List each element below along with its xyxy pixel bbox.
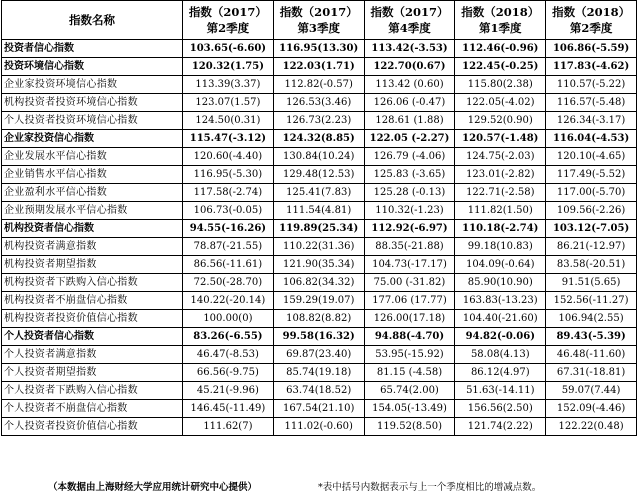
cell-value: 109.56(-2.26) (546, 202, 637, 220)
cell-value: 46.47(-8.53) (183, 346, 274, 364)
cell-value: 126.79 (-4.06) (364, 148, 455, 166)
cell-value: 120.60(-4.40) (183, 148, 274, 166)
cell-value: 123.01(-2.82) (455, 166, 546, 184)
cell-value: 45.21(-9.96) (183, 382, 274, 400)
cell-value: 122.45(-0.25) (455, 58, 546, 76)
cell-value: 120.10(-4.65) (546, 148, 637, 166)
cell-value: 126.53(3.46) (273, 94, 364, 112)
table-row (2, 364, 637, 382)
table-row (2, 40, 637, 58)
cell-value: 115.47(-3.12) (183, 130, 274, 148)
row-name: 个人投资者投资价值信心指数 (2, 418, 183, 436)
cell-value: 83.26(-6.55) (183, 328, 274, 346)
row-name: 机构投资者信心指数 (2, 220, 183, 238)
cell-value: 126.06 (-0.47) (364, 94, 455, 112)
cell-value: 88.35(-21.88) (364, 238, 455, 256)
cell-value: 58.08(4.13) (455, 346, 546, 364)
cell-value: 110.22(31.36) (273, 238, 364, 256)
row-name: 个人投资者满意指数 (2, 346, 183, 364)
index-table (1, 0, 637, 436)
cell-value: 106.86(-5.59) (546, 40, 637, 58)
header-period: 指数（2017） 第3季度 (273, 1, 364, 40)
cell-value: 94.88(-4.70) (364, 328, 455, 346)
cell-value: 53.95(-15.92) (364, 346, 455, 364)
cell-value: 152.56(-11.27) (546, 292, 637, 310)
cell-value: 78.87(-21.55) (183, 238, 274, 256)
cell-value: 111.62(7) (183, 418, 274, 436)
cell-value: 122.70(0.67) (364, 58, 455, 76)
row-name: 个人投资者下跌购入信心指数 (2, 382, 183, 400)
cell-value: 119.89(25.34) (273, 220, 364, 238)
header-name: 指数名称 (2, 1, 183, 40)
cell-value: 128.61 (1.88) (364, 112, 455, 130)
table-row (2, 220, 637, 238)
cell-value: 122.05 (-2.27) (364, 130, 455, 148)
cell-value: 91.51(5.65) (546, 274, 637, 292)
cell-value: 119.52(8.50) (364, 418, 455, 436)
cell-value: 116.95(13.30) (273, 40, 364, 58)
cell-value: 115.80(2.38) (455, 76, 546, 94)
cell-value: 99.18(10.83) (455, 238, 546, 256)
table-row (2, 130, 637, 148)
cell-value: 75.00 (-31.82) (364, 274, 455, 292)
row-name: 个人投资者投资环境信心指数 (2, 112, 183, 130)
cell-value: 110.18(-2.74) (455, 220, 546, 238)
row-name: 机构投资者期望指数 (2, 256, 183, 274)
cell-value: 59.07(7.44) (546, 382, 637, 400)
row-name: 企业家投资环境信心指数 (2, 76, 183, 94)
cell-value: 110.57(-5.22) (546, 76, 637, 94)
cell-value: 116.57(-5.48) (546, 94, 637, 112)
cell-value: 106.73(-0.05) (183, 202, 274, 220)
table-row (2, 202, 637, 220)
source-note: （本数据由上海财经大学应用统计研究中心提供） (48, 482, 258, 493)
row-name: 投资环境信心指数 (2, 58, 183, 76)
cell-value: 167.54(21.10) (273, 400, 364, 418)
cell-value: 86.21(-12.97) (546, 238, 637, 256)
cell-value: 67.31(-18.81) (546, 364, 637, 382)
cell-value: 99.58(16.32) (273, 328, 364, 346)
header-period: 指数（2017） 第4季度 (364, 1, 455, 40)
header-period: 指数（2018） 第1季度 (455, 1, 546, 40)
cell-value: 103.12(-7.05) (546, 220, 637, 238)
header-period: 指数（2018） 第2季度 (546, 1, 637, 40)
cell-value: 124.75(-2.03) (455, 148, 546, 166)
cell-value: 129.52(0.90) (455, 112, 546, 130)
cell-value: 104.73(-17.17) (364, 256, 455, 274)
cell-value: 110.32(-1.23) (364, 202, 455, 220)
cell-value: 154.05(-13.49) (364, 400, 455, 418)
cell-value: 177.06 (17.77) (364, 292, 455, 310)
cell-value: 104.40(-21.60) (455, 310, 546, 328)
table-row (2, 292, 637, 310)
cell-value: 117.58(-2.74) (183, 184, 274, 202)
row-name: 企业盈利水平信心指数 (2, 184, 183, 202)
cell-value: 117.49(-5.52) (546, 166, 637, 184)
cell-value: 113.42 (0.60) (364, 76, 455, 94)
cell-value: 122.71(-2.58) (455, 184, 546, 202)
cell-value: 113.39(3.37) (183, 76, 274, 94)
cell-value: 152.09(-4.46) (546, 400, 637, 418)
cell-value: 123.07(1.57) (183, 94, 274, 112)
cell-value: 85.90(10.90) (455, 274, 546, 292)
cell-value: 81.15 (-4.58) (364, 364, 455, 382)
cell-value: 111.02(-0.60) (273, 418, 364, 436)
cell-value: 129.48(12.53) (273, 166, 364, 184)
table-row (2, 346, 637, 364)
cell-value: 126.00(17.18) (364, 310, 455, 328)
table-row (2, 184, 637, 202)
row-name: 个人投资者信心指数 (2, 328, 183, 346)
table-row (2, 94, 637, 112)
row-name: 机构投资者不崩盘信心指数 (2, 292, 183, 310)
table-row (2, 310, 637, 328)
row-name: 企业家投资信心指数 (2, 130, 183, 148)
cell-value: 106.82(34.32) (273, 274, 364, 292)
row-name: 机构投资者投资价值信心指数 (2, 310, 183, 328)
cell-value: 124.50(0.31) (183, 112, 274, 130)
cell-value: 120.57(-1.48) (455, 130, 546, 148)
cell-value: 116.95(-5.30) (183, 166, 274, 184)
table-row (2, 112, 637, 130)
table-row (2, 328, 637, 346)
change-note: *表中括号内数据表示与上一个季度相比的增减点数。 (318, 482, 542, 493)
cell-value: 125.83 (-3.65) (364, 166, 455, 184)
cell-value: 130.84(10.24) (273, 148, 364, 166)
cell-value: 125.41(7.83) (273, 184, 364, 202)
row-name: 个人投资者不崩盘信心指数 (2, 400, 183, 418)
cell-value: 140.22(-20.14) (183, 292, 274, 310)
row-name: 企业预期发展水平信心指数 (2, 202, 183, 220)
cell-value: 121.90(35.34) (273, 256, 364, 274)
cell-value: 72.50(-28.70) (183, 274, 274, 292)
cell-value: 112.46(-0.96) (455, 40, 546, 58)
cell-value: 121.74(2.22) (455, 418, 546, 436)
cell-value: 83.58(-20.51) (546, 256, 637, 274)
cell-value: 94.55(-16.26) (183, 220, 274, 238)
row-name: 机构投资者投资环境信心指数 (2, 94, 183, 112)
cell-value: 126.73(2.23) (273, 112, 364, 130)
cell-value: 125.28 (-0.13) (364, 184, 455, 202)
table-row (2, 238, 637, 256)
cell-value: 46.48(-11.60) (546, 346, 637, 364)
cell-value: 126.34(-3.17) (546, 112, 637, 130)
cell-value: 108.82(8.82) (273, 310, 364, 328)
table-row (2, 400, 637, 418)
cell-value: 106.94(2.55) (546, 310, 637, 328)
row-name: 企业发展水平信心指数 (2, 148, 183, 166)
table-row (2, 58, 637, 76)
cell-value: 100.00(0) (183, 310, 274, 328)
cell-value: 117.83(-4.62) (546, 58, 637, 76)
cell-value: 124.32(8.85) (273, 130, 364, 148)
table-row (2, 148, 637, 166)
table-row (2, 418, 637, 436)
cell-value: 66.56(-9.75) (183, 364, 274, 382)
cell-value: 89.43(-5.39) (546, 328, 637, 346)
cell-value: 103.65(-6.60) (183, 40, 274, 58)
cell-value: 116.04(-4.53) (546, 130, 637, 148)
cell-value: 122.03(1.71) (273, 58, 364, 76)
cell-value: 117.00(-5.70) (546, 184, 637, 202)
table-row (2, 76, 637, 94)
cell-value: 159.29(19.07) (273, 292, 364, 310)
row-name: 个人投资者期望指数 (2, 364, 183, 382)
cell-value: 63.74(18.52) (273, 382, 364, 400)
row-name: 企业销售水平信心指数 (2, 166, 183, 184)
cell-value: 69.87(23.40) (273, 346, 364, 364)
header-row (2, 1, 637, 40)
cell-value: 104.09(-0.64) (455, 256, 546, 274)
cell-value: 112.92(-6.97) (364, 220, 455, 238)
cell-value: 120.32(1.75) (183, 58, 274, 76)
row-name: 机构投资者满意指数 (2, 238, 183, 256)
footnote (0, 478, 639, 498)
cell-value: 86.56(-11.61) (183, 256, 274, 274)
cell-value: 111.54(4.81) (273, 202, 364, 220)
cell-value: 85.74(19.18) (273, 364, 364, 382)
cell-value: 146.45(-11.49) (183, 400, 274, 418)
row-name: 机构投资者下跌购入信心指数 (2, 274, 183, 292)
cell-value: 122.22(0.48) (546, 418, 637, 436)
cell-value: 122.05(-4.02) (455, 94, 546, 112)
cell-value: 94.82(-0.06) (455, 328, 546, 346)
table-row (2, 256, 637, 274)
table-row (2, 166, 637, 184)
cell-value: 51.63(-14.11) (455, 382, 546, 400)
row-name: 投资者信心指数 (2, 40, 183, 58)
cell-value: 113.42(-3.53) (364, 40, 455, 58)
cell-value: 163.83(-13.23) (455, 292, 546, 310)
header-period: 指数（2017） 第2季度 (183, 1, 274, 40)
cell-value: 86.12(4.97) (455, 364, 546, 382)
cell-value: 112.82(-0.57) (273, 76, 364, 94)
table-row (2, 274, 637, 292)
cell-value: 111.82(1.50) (455, 202, 546, 220)
cell-value: 65.74(2.00) (364, 382, 455, 400)
table-row (2, 382, 637, 400)
cell-value: 156.56(2.50) (455, 400, 546, 418)
